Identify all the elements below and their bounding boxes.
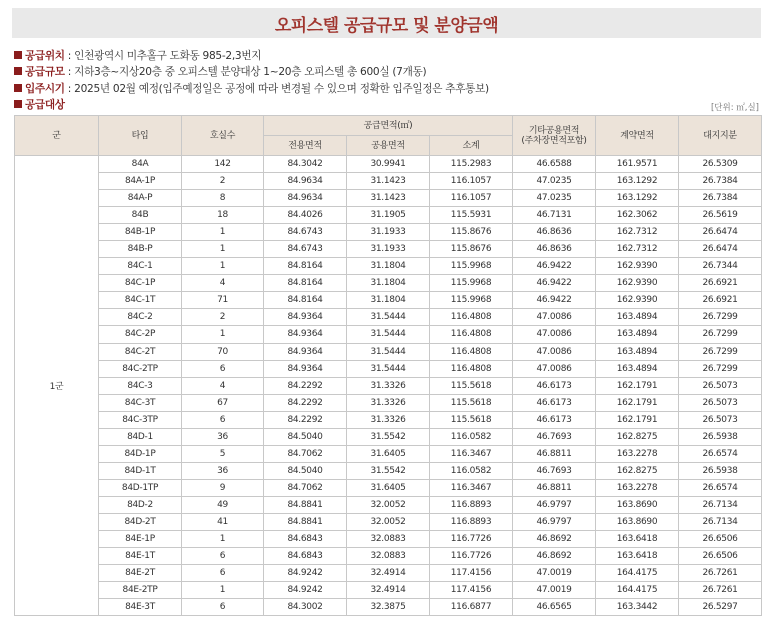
cell-units: 142 bbox=[182, 156, 264, 173]
cell-exclusive: 84.9364 bbox=[264, 360, 347, 377]
cell-units: 49 bbox=[182, 496, 264, 513]
cell-common: 31.3326 bbox=[347, 377, 430, 394]
cell-contract: 162.8275 bbox=[596, 428, 679, 445]
cell-type: 84B-P bbox=[99, 241, 182, 258]
cell-land: 26.5938 bbox=[679, 462, 762, 479]
cell-land: 26.5938 bbox=[679, 428, 762, 445]
cell-contract: 163.8690 bbox=[596, 496, 679, 513]
cell-type: 84C-3T bbox=[99, 394, 182, 411]
cell-exclusive: 84.9364 bbox=[264, 309, 347, 326]
cell-land: 26.7261 bbox=[679, 582, 762, 599]
cell-contract: 163.8690 bbox=[596, 513, 679, 530]
cell-other-common: 47.0019 bbox=[513, 582, 596, 599]
cell-subtotal: 117.4156 bbox=[430, 582, 513, 599]
info-scale bbox=[14, 64, 764, 80]
cell-land: 26.5073 bbox=[679, 394, 762, 411]
cell-units: 1 bbox=[182, 241, 264, 258]
cell-exclusive: 84.7062 bbox=[264, 479, 347, 496]
info-location bbox=[14, 48, 764, 64]
cell-land: 26.5619 bbox=[679, 207, 762, 224]
header-contract: 계약면적 bbox=[596, 116, 679, 156]
cell-units: 2 bbox=[182, 173, 264, 190]
cell-land: 26.5309 bbox=[679, 156, 762, 173]
square-bullet-icon bbox=[14, 67, 22, 75]
cell-common: 31.1804 bbox=[347, 292, 430, 309]
info-target bbox=[14, 97, 764, 113]
cell-contract: 162.8275 bbox=[596, 462, 679, 479]
cell-subtotal: 116.3467 bbox=[430, 479, 513, 496]
cell-contract: 163.6418 bbox=[596, 531, 679, 548]
cell-subtotal: 116.6877 bbox=[430, 599, 513, 616]
cell-type: 84C-1T bbox=[99, 292, 182, 309]
cell-contract: 163.4894 bbox=[596, 360, 679, 377]
table-row bbox=[15, 445, 762, 462]
cell-units: 6 bbox=[182, 360, 264, 377]
cell-units: 1 bbox=[182, 224, 264, 241]
cell-type: 84E-1P bbox=[99, 531, 182, 548]
cell-common: 31.6405 bbox=[347, 479, 430, 496]
cell-common: 31.5444 bbox=[347, 326, 430, 343]
cell-units: 2 bbox=[182, 309, 264, 326]
cell-other-common: 46.6565 bbox=[513, 599, 596, 616]
cell-contract: 163.6418 bbox=[596, 548, 679, 565]
cell-other-common: 46.8811 bbox=[513, 445, 596, 462]
table-row bbox=[15, 156, 762, 173]
info-text: : 인천광역시 미추홀구 도화동 985-2,3번지 bbox=[64, 50, 262, 62]
cell-common: 31.5542 bbox=[347, 428, 430, 445]
cell-contract: 161.9571 bbox=[596, 156, 679, 173]
cell-exclusive: 84.5040 bbox=[264, 428, 347, 445]
cell-exclusive: 84.9634 bbox=[264, 173, 347, 190]
cell-units: 70 bbox=[182, 343, 264, 360]
cell-exclusive: 84.2292 bbox=[264, 377, 347, 394]
cell-common: 31.1804 bbox=[347, 258, 430, 275]
cell-common: 31.1933 bbox=[347, 241, 430, 258]
cell-common: 31.3326 bbox=[347, 394, 430, 411]
header-supply-area: 공급면적(㎡) bbox=[264, 116, 513, 136]
cell-common: 32.0052 bbox=[347, 496, 430, 513]
header-units: 호실수 bbox=[182, 116, 264, 156]
cell-subtotal: 116.4808 bbox=[430, 343, 513, 360]
cell-contract: 164.4175 bbox=[596, 582, 679, 599]
cell-common: 32.4914 bbox=[347, 582, 430, 599]
cell-contract: 164.4175 bbox=[596, 565, 679, 582]
cell-subtotal: 116.0582 bbox=[430, 428, 513, 445]
cell-other-common: 47.0019 bbox=[513, 565, 596, 582]
cell-subtotal: 115.8676 bbox=[430, 224, 513, 241]
cell-land: 26.7344 bbox=[679, 258, 762, 275]
cell-type: 84C-3 bbox=[99, 377, 182, 394]
table-row bbox=[15, 394, 762, 411]
cell-other-common: 46.8692 bbox=[513, 531, 596, 548]
table-body bbox=[15, 156, 762, 616]
cell-units: 4 bbox=[182, 275, 264, 292]
cell-land: 26.5297 bbox=[679, 599, 762, 616]
cell-units: 36 bbox=[182, 428, 264, 445]
header-type: 타입 bbox=[99, 116, 182, 156]
cell-other-common: 46.6173 bbox=[513, 411, 596, 428]
table-row bbox=[15, 513, 762, 530]
cell-land: 26.7134 bbox=[679, 513, 762, 530]
header-subtotal: 소계 bbox=[430, 136, 513, 156]
cell-type: 84C-3TP bbox=[99, 411, 182, 428]
cell-common: 31.1905 bbox=[347, 207, 430, 224]
info-label: 공급규모 bbox=[25, 66, 65, 79]
cell-exclusive: 84.8164 bbox=[264, 292, 347, 309]
cell-contract: 162.1791 bbox=[596, 411, 679, 428]
supply-table bbox=[14, 115, 762, 616]
table-row bbox=[15, 190, 762, 207]
cell-units: 1 bbox=[182, 582, 264, 599]
cell-land: 26.7299 bbox=[679, 309, 762, 326]
table-row bbox=[15, 428, 762, 445]
cell-land: 26.7384 bbox=[679, 190, 762, 207]
cell-subtotal: 116.4808 bbox=[430, 360, 513, 377]
cell-land: 26.7299 bbox=[679, 343, 762, 360]
cell-contract: 163.1292 bbox=[596, 173, 679, 190]
cell-exclusive: 84.2292 bbox=[264, 394, 347, 411]
cell-common: 31.1423 bbox=[347, 190, 430, 207]
cell-subtotal: 116.1057 bbox=[430, 190, 513, 207]
cell-exclusive: 84.3042 bbox=[264, 156, 347, 173]
cell-subtotal: 116.3467 bbox=[430, 445, 513, 462]
cell-units: 9 bbox=[182, 479, 264, 496]
cell-common: 31.5444 bbox=[347, 360, 430, 377]
cell-contract: 163.2278 bbox=[596, 479, 679, 496]
cell-exclusive: 84.9634 bbox=[264, 190, 347, 207]
cell-common: 31.5542 bbox=[347, 462, 430, 479]
table-row bbox=[15, 207, 762, 224]
cell-contract: 163.2278 bbox=[596, 445, 679, 462]
cell-other-common: 47.0235 bbox=[513, 190, 596, 207]
cell-land: 26.6506 bbox=[679, 548, 762, 565]
cell-other-common: 46.7693 bbox=[513, 428, 596, 445]
cell-subtotal: 117.4156 bbox=[430, 565, 513, 582]
cell-type: 84C-1 bbox=[99, 258, 182, 275]
cell-land: 26.6574 bbox=[679, 479, 762, 496]
cell-contract: 162.1791 bbox=[596, 394, 679, 411]
group-cell: 1군 bbox=[15, 156, 99, 616]
cell-type: 84E-3T bbox=[99, 599, 182, 616]
cell-type: 84B-1P bbox=[99, 224, 182, 241]
cell-contract: 162.9390 bbox=[596, 292, 679, 309]
cell-exclusive: 84.8841 bbox=[264, 513, 347, 530]
cell-exclusive: 84.3002 bbox=[264, 599, 347, 616]
square-bullet-icon bbox=[14, 100, 22, 108]
cell-exclusive: 84.2292 bbox=[264, 411, 347, 428]
cell-contract: 163.3442 bbox=[596, 599, 679, 616]
cell-common: 31.6405 bbox=[347, 445, 430, 462]
cell-exclusive: 84.9242 bbox=[264, 582, 347, 599]
info-label: 공급위치 bbox=[25, 50, 65, 62]
cell-exclusive: 84.9242 bbox=[264, 565, 347, 582]
table-row bbox=[15, 411, 762, 428]
cell-common: 32.4914 bbox=[347, 565, 430, 582]
cell-subtotal: 116.1057 bbox=[430, 173, 513, 190]
cell-type: 84A-P bbox=[99, 190, 182, 207]
cell-type: 84D-2 bbox=[99, 496, 182, 513]
cell-type: 84D-1T bbox=[99, 462, 182, 479]
header-group: 군 bbox=[15, 116, 99, 156]
table-row bbox=[15, 565, 762, 582]
table-row bbox=[15, 326, 762, 343]
cell-land: 26.6921 bbox=[679, 275, 762, 292]
square-bullet-icon bbox=[14, 51, 22, 59]
header-common: 공용면적 bbox=[347, 136, 430, 156]
cell-exclusive: 84.9364 bbox=[264, 343, 347, 360]
cell-contract: 162.3062 bbox=[596, 207, 679, 224]
cell-subtotal: 115.5931 bbox=[430, 207, 513, 224]
cell-type: 84D-2T bbox=[99, 513, 182, 530]
cell-subtotal: 116.0582 bbox=[430, 462, 513, 479]
cell-type: 84E-2T bbox=[99, 565, 182, 582]
cell-exclusive: 84.8164 bbox=[264, 258, 347, 275]
cell-type: 84C-2P bbox=[99, 326, 182, 343]
cell-other-common: 47.0086 bbox=[513, 360, 596, 377]
cell-other-common: 46.7693 bbox=[513, 462, 596, 479]
cell-units: 5 bbox=[182, 445, 264, 462]
cell-common: 32.0052 bbox=[347, 513, 430, 530]
cell-units: 1 bbox=[182, 258, 264, 275]
cell-type: 84C-2 bbox=[99, 309, 182, 326]
info-text: : 지하3층~지상20층 중 오피스텔 분양대상 1~20층 오피스텔 총 600실 (7개동) bbox=[64, 66, 427, 79]
cell-units: 6 bbox=[182, 599, 264, 616]
cell-contract: 162.7312 bbox=[596, 224, 679, 241]
cell-land: 26.6921 bbox=[679, 292, 762, 309]
square-bullet-icon bbox=[14, 84, 22, 92]
cell-exclusive: 84.8841 bbox=[264, 496, 347, 513]
cell-subtotal: 116.4808 bbox=[430, 326, 513, 343]
info-label: 공급대상 bbox=[25, 99, 65, 112]
cell-land: 26.6474 bbox=[679, 224, 762, 241]
cell-exclusive: 84.6743 bbox=[264, 224, 347, 241]
header-other-common-line1: 기타공용면적 bbox=[528, 125, 580, 136]
table-row bbox=[15, 360, 762, 377]
cell-units: 6 bbox=[182, 411, 264, 428]
cell-subtotal: 115.5618 bbox=[430, 377, 513, 394]
cell-subtotal: 116.4808 bbox=[430, 309, 513, 326]
cell-exclusive: 84.4026 bbox=[264, 207, 347, 224]
table-row bbox=[15, 343, 762, 360]
unit-label: [단위: ㎡,실] bbox=[710, 103, 759, 113]
cell-other-common: 46.9422 bbox=[513, 292, 596, 309]
cell-contract: 162.1791 bbox=[596, 377, 679, 394]
cell-type: 84D-1 bbox=[99, 428, 182, 445]
cell-other-common: 46.9422 bbox=[513, 275, 596, 292]
cell-type: 84C-1P bbox=[99, 275, 182, 292]
table-row bbox=[15, 224, 762, 241]
cell-units: 1 bbox=[182, 531, 264, 548]
cell-type: 84D-1TP bbox=[99, 479, 182, 496]
cell-other-common: 47.0235 bbox=[513, 173, 596, 190]
cell-land: 26.6506 bbox=[679, 531, 762, 548]
cell-type: 84A-1P bbox=[99, 173, 182, 190]
table-row bbox=[15, 548, 762, 565]
info-section bbox=[14, 48, 764, 114]
cell-other-common: 46.9797 bbox=[513, 513, 596, 530]
cell-units: 1 bbox=[182, 326, 264, 343]
cell-subtotal: 116.7726 bbox=[430, 531, 513, 548]
table-row bbox=[15, 531, 762, 548]
cell-land: 26.5073 bbox=[679, 377, 762, 394]
title-bar bbox=[12, 8, 761, 38]
cell-other-common: 46.6173 bbox=[513, 377, 596, 394]
cell-exclusive: 84.9364 bbox=[264, 326, 347, 343]
cell-common: 31.1423 bbox=[347, 173, 430, 190]
table-row bbox=[15, 309, 762, 326]
cell-common: 31.3326 bbox=[347, 411, 430, 428]
cell-other-common: 47.0086 bbox=[513, 309, 596, 326]
cell-subtotal: 116.7726 bbox=[430, 548, 513, 565]
cell-land: 26.6574 bbox=[679, 445, 762, 462]
cell-contract: 162.7312 bbox=[596, 241, 679, 258]
cell-units: 36 bbox=[182, 462, 264, 479]
cell-common: 31.1933 bbox=[347, 224, 430, 241]
cell-type: 84E-2TP bbox=[99, 582, 182, 599]
cell-exclusive: 84.6843 bbox=[264, 548, 347, 565]
cell-units: 4 bbox=[182, 377, 264, 394]
cell-other-common: 46.7131 bbox=[513, 207, 596, 224]
header-land: 대지지분 bbox=[679, 116, 762, 156]
info-label: 입주시기 bbox=[25, 82, 65, 95]
cell-other-common: 46.6588 bbox=[513, 156, 596, 173]
cell-type: 84E-1T bbox=[99, 548, 182, 565]
cell-land: 26.7384 bbox=[679, 173, 762, 190]
cell-common: 32.0883 bbox=[347, 531, 430, 548]
cell-other-common: 46.8692 bbox=[513, 548, 596, 565]
header-other-common-line2: (주차장면적포함) bbox=[521, 135, 587, 146]
cell-common: 30.9941 bbox=[347, 156, 430, 173]
cell-land: 26.7134 bbox=[679, 496, 762, 513]
cell-other-common: 47.0086 bbox=[513, 343, 596, 360]
cell-contract: 163.4894 bbox=[596, 326, 679, 343]
cell-land: 26.7299 bbox=[679, 326, 762, 343]
cell-type: 84C-2T bbox=[99, 343, 182, 360]
table-row bbox=[15, 275, 762, 292]
cell-common: 31.5444 bbox=[347, 343, 430, 360]
cell-other-common: 46.8636 bbox=[513, 224, 596, 241]
cell-common: 32.0883 bbox=[347, 548, 430, 565]
cell-subtotal: 116.8893 bbox=[430, 513, 513, 530]
cell-land: 26.7299 bbox=[679, 360, 762, 377]
cell-units: 71 bbox=[182, 292, 264, 309]
cell-land: 26.7261 bbox=[679, 565, 762, 582]
info-movein bbox=[14, 81, 764, 97]
cell-type: 84A bbox=[99, 156, 182, 173]
cell-exclusive: 84.5040 bbox=[264, 462, 347, 479]
cell-subtotal: 116.8893 bbox=[430, 496, 513, 513]
cell-subtotal: 115.9968 bbox=[430, 292, 513, 309]
cell-subtotal: 115.9968 bbox=[430, 275, 513, 292]
cell-other-common: 46.6173 bbox=[513, 394, 596, 411]
table-row bbox=[15, 241, 762, 258]
cell-other-common: 46.9422 bbox=[513, 258, 596, 275]
cell-exclusive: 84.8164 bbox=[264, 275, 347, 292]
table-row bbox=[15, 258, 762, 275]
cell-contract: 162.9390 bbox=[596, 258, 679, 275]
cell-units: 6 bbox=[182, 548, 264, 565]
cell-units: 18 bbox=[182, 207, 264, 224]
cell-contract: 163.4894 bbox=[596, 343, 679, 360]
cell-subtotal: 115.5618 bbox=[430, 411, 513, 428]
cell-type: 84D-1P bbox=[99, 445, 182, 462]
cell-exclusive: 84.6843 bbox=[264, 531, 347, 548]
cell-type: 84B bbox=[99, 207, 182, 224]
cell-exclusive: 84.6743 bbox=[264, 241, 347, 258]
header-exclusive: 전용면적 bbox=[264, 136, 347, 156]
cell-units: 6 bbox=[182, 565, 264, 582]
cell-common: 32.3875 bbox=[347, 599, 430, 616]
cell-contract: 163.1292 bbox=[596, 190, 679, 207]
table-row bbox=[15, 292, 762, 309]
cell-other-common: 46.9797 bbox=[513, 496, 596, 513]
header-other-common bbox=[513, 116, 596, 156]
cell-subtotal: 115.2983 bbox=[430, 156, 513, 173]
table-row bbox=[15, 377, 762, 394]
page-title: 오피스텔 공급규모 및 분양금액 bbox=[274, 15, 499, 36]
cell-type: 84C-2TP bbox=[99, 360, 182, 377]
cell-contract: 163.4894 bbox=[596, 309, 679, 326]
cell-units: 67 bbox=[182, 394, 264, 411]
table-row bbox=[15, 479, 762, 496]
info-text: : 2025년 02월 예정(입주예정일은 공정에 따라 변경될 수 있으며 정확한 입주일정은 추후통보) bbox=[64, 82, 489, 95]
cell-other-common: 46.8636 bbox=[513, 241, 596, 258]
cell-units: 41 bbox=[182, 513, 264, 530]
table-row bbox=[15, 582, 762, 599]
cell-contract: 162.9390 bbox=[596, 275, 679, 292]
cell-common: 31.5444 bbox=[347, 309, 430, 326]
cell-subtotal: 115.8676 bbox=[430, 241, 513, 258]
cell-land: 26.5073 bbox=[679, 411, 762, 428]
cell-units: 8 bbox=[182, 190, 264, 207]
cell-other-common: 47.0086 bbox=[513, 326, 596, 343]
cell-subtotal: 115.9968 bbox=[430, 258, 513, 275]
table-row bbox=[15, 462, 762, 479]
cell-other-common: 46.8811 bbox=[513, 479, 596, 496]
cell-exclusive: 84.7062 bbox=[264, 445, 347, 462]
table-row bbox=[15, 599, 762, 616]
table-row bbox=[15, 173, 762, 190]
cell-common: 31.1804 bbox=[347, 275, 430, 292]
cell-land: 26.6474 bbox=[679, 241, 762, 258]
cell-subtotal: 115.5618 bbox=[430, 394, 513, 411]
table-row bbox=[15, 496, 762, 513]
